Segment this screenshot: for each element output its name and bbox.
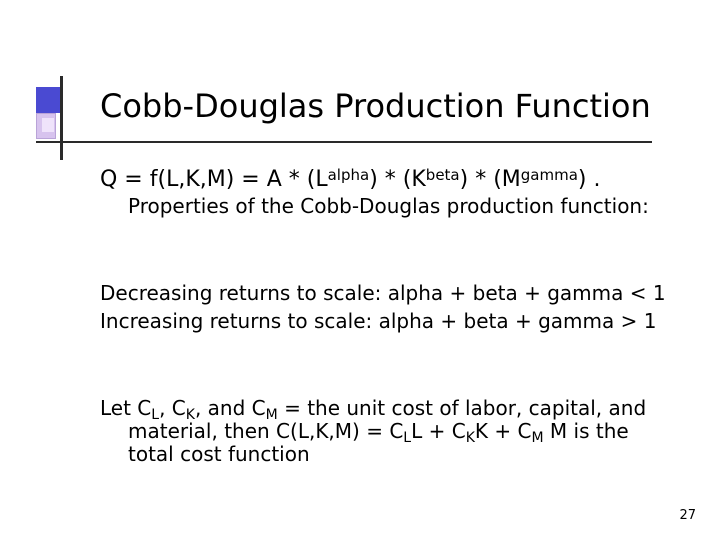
cost-definition-line-3: total cost function <box>128 442 310 466</box>
subscript-l: L <box>403 430 412 446</box>
decorative-vertical-rule <box>60 76 63 160</box>
exponent-gamma: gamma <box>520 166 578 184</box>
subscript-k: K <box>185 407 195 423</box>
slide-title: Cobb-Douglas Production Function <box>100 87 651 125</box>
cost-text: M is the <box>543 419 629 443</box>
production-function-formula <box>100 166 600 194</box>
title-underline-rule <box>36 141 652 143</box>
cost-definition-line-2 <box>128 419 629 446</box>
cost-text: L + C <box>411 419 466 443</box>
cost-text: K + C <box>474 419 532 443</box>
subscript-l: L <box>151 407 160 423</box>
formula-mid-1: ) * (K <box>369 167 426 192</box>
decreasing-returns-text: Decreasing returns to scale: alpha + beta + gamma < 1 <box>100 281 666 305</box>
cost-text: material, then C(L,K,M) = C <box>128 419 404 443</box>
exponent-beta: beta <box>425 166 460 184</box>
decorative-blue-square <box>36 87 62 113</box>
subscript-m: M <box>265 407 278 423</box>
cost-text: , C <box>159 396 186 420</box>
page-number: 27 <box>679 508 696 523</box>
subscript-m: M <box>531 430 544 446</box>
subscript-k: K <box>465 430 475 446</box>
properties-heading: Properties of the Cobb-Douglas production function: <box>128 194 649 218</box>
cost-definition-line-1 <box>100 396 647 423</box>
exponent-alpha: alpha <box>327 166 370 184</box>
cost-text: , and C <box>194 396 266 420</box>
formula-mid-2: ) * (M <box>459 167 521 192</box>
formula-suffix: ) . <box>577 167 601 192</box>
increasing-returns-text: Increasing returns to scale: alpha + beta + gamma > 1 <box>100 309 657 333</box>
decorative-lavender-inner-square <box>42 118 54 132</box>
cost-text: = the unit cost of labor, capital, and <box>277 396 647 420</box>
formula-prefix: Q = f(L,K,M) = A * (L <box>100 167 328 192</box>
cost-text: Let C <box>100 396 152 420</box>
